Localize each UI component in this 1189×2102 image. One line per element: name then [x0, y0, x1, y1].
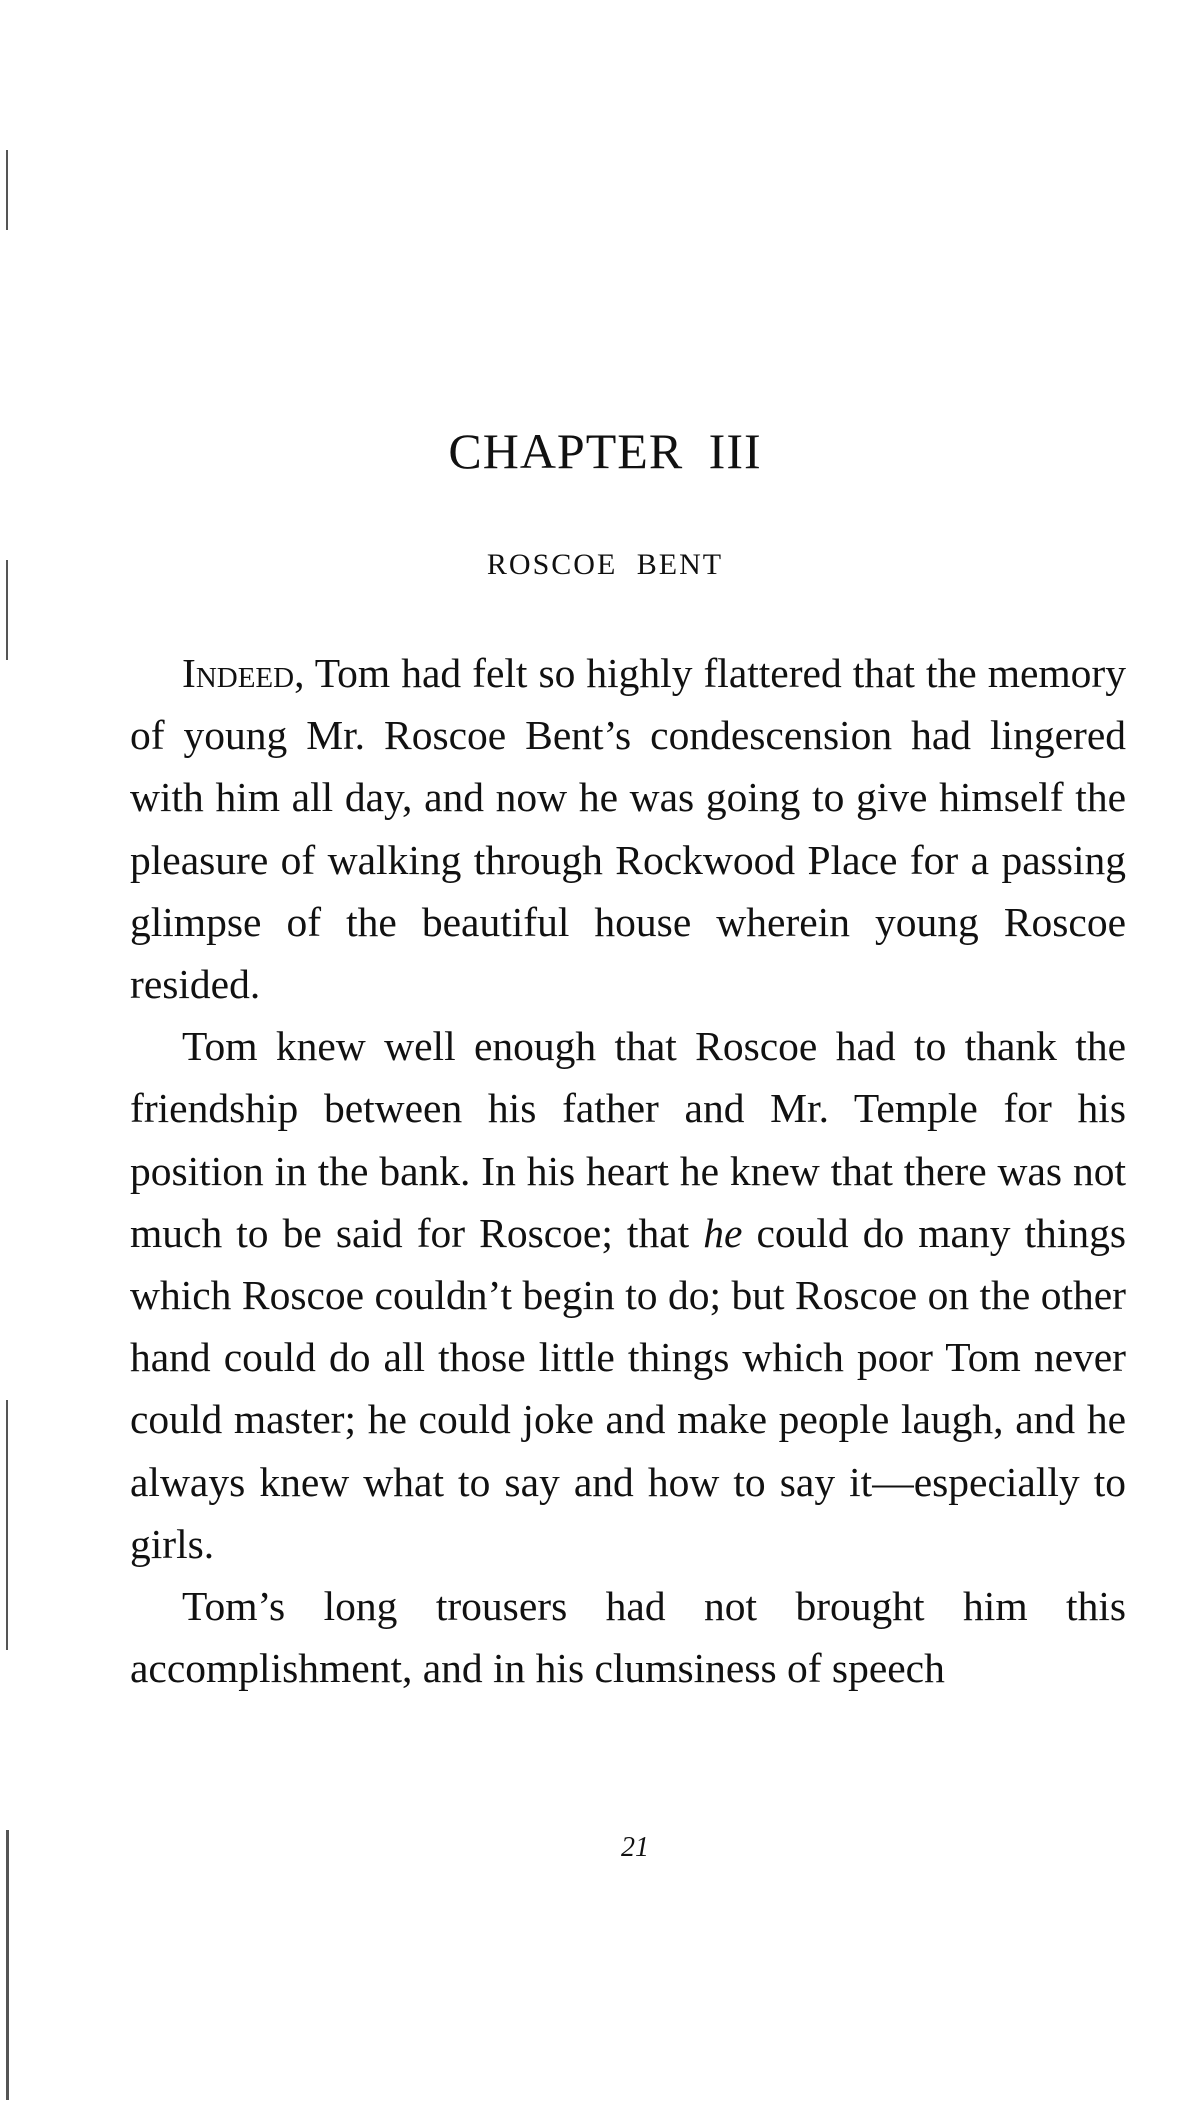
- body-text: [130, 642, 1126, 1699]
- paragraph: [130, 642, 1126, 1015]
- paragraph-text: Tom’s long trousers had not brought him this accomplishment, and in his clumsiness of speech: [130, 1583, 1126, 1692]
- page-edge-mark: [6, 1830, 9, 2100]
- paragraph-text: Tom had felt so highly flattered that the memory of young Mr. Roscoe Bent’s condescension had lingered with him all day, and now he was going to give himself the pleasure of walking through Rockwood Place for a passing glimpse of the beautiful house wherein young Roscoe resided.: [130, 650, 1126, 1008]
- paragraph-text: Tom knew well enough that Roscoe had to thank the friendship between his father and Mr. Temple for his position in the bank. In his heart he knew that there was not much to be said for Roscoe; that: [130, 1023, 1126, 1256]
- paragraph-text: could do many things which Roscoe couldn’t begin to do; but Roscoe on the other hand could do all those little things which poor Tom never could master; he could joke and make people laugh, and he always knew what to say and how to say it—especially to girls.: [130, 1209, 1126, 1567]
- page-number: 21: [621, 1832, 649, 1863]
- paragraph: [130, 1015, 1126, 1575]
- paragraph-lead-word: Indeed,: [182, 650, 305, 696]
- chapter-subtitle: ROSCOE BENT: [486, 548, 724, 581]
- page-edge-mark: [6, 1400, 8, 1650]
- emphasis-text: he: [703, 1209, 743, 1256]
- page-edge-mark: [6, 150, 8, 230]
- paragraph: [130, 1575, 1126, 1699]
- chapter-title: CHAPTER III: [448, 423, 762, 479]
